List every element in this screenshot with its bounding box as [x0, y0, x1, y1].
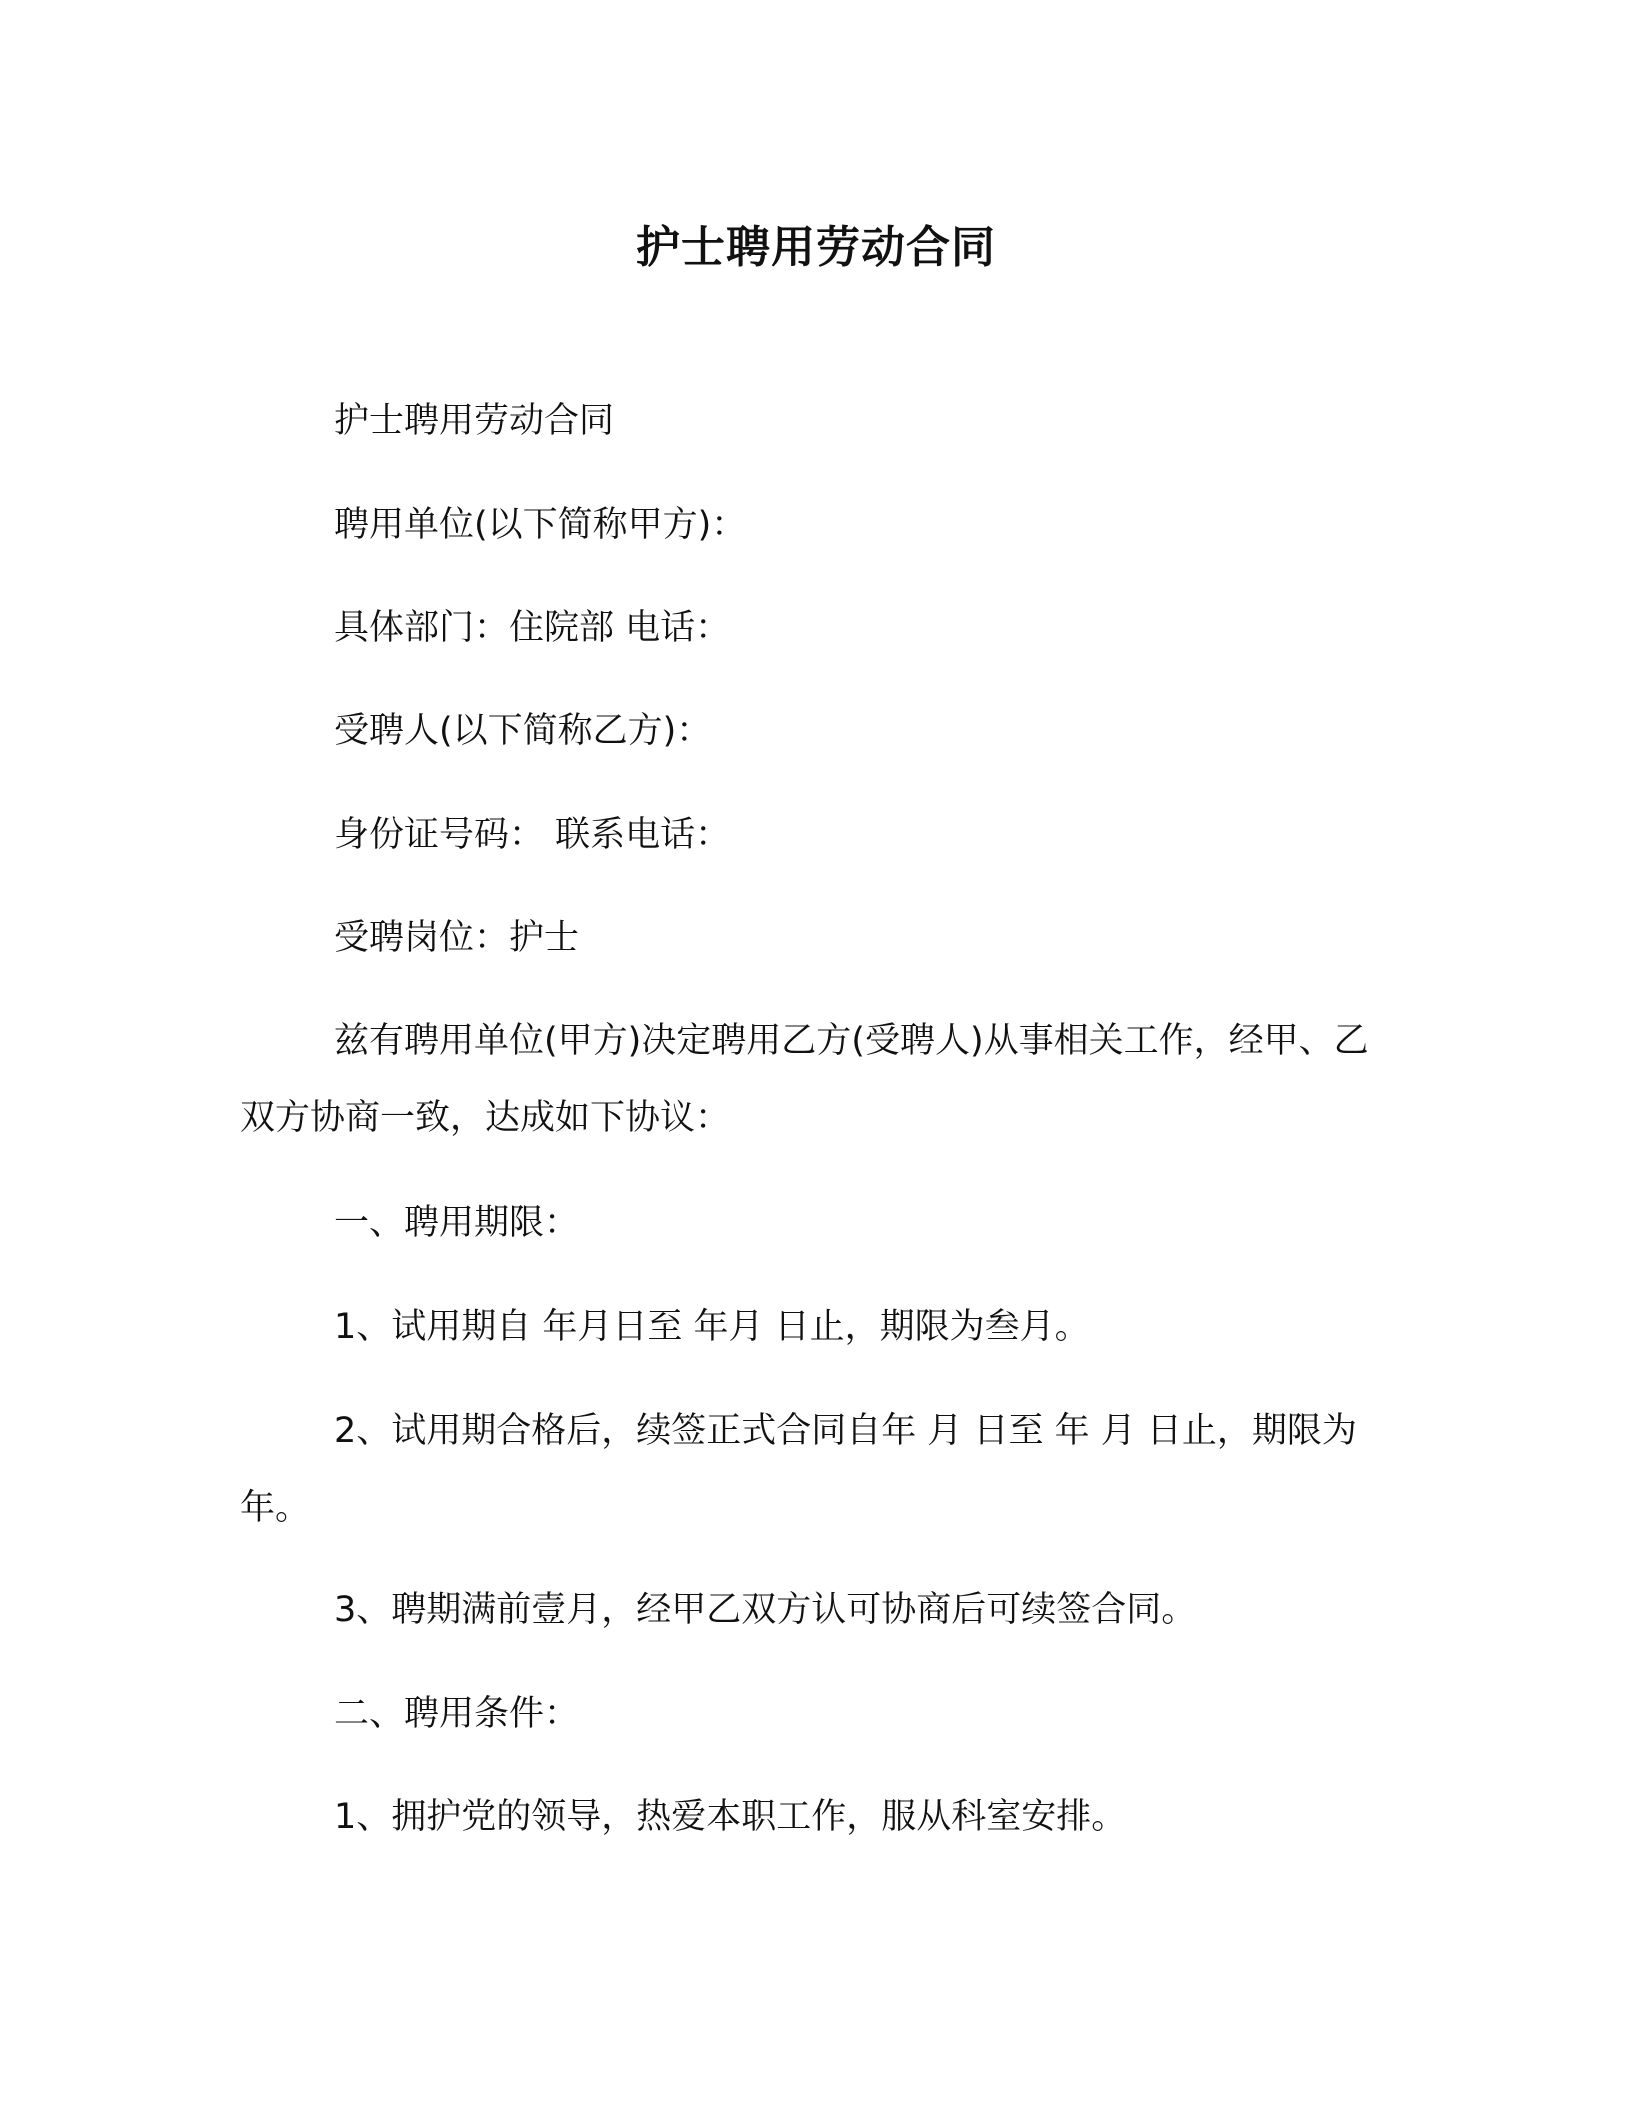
paragraph-id-number: 身份证号码： 联系电话： — [334, 815, 731, 855]
clause-2-1: 1、拥护党的领导，热爱本职工作，服从科室安排。 — [334, 1797, 1127, 1837]
paragraph-department: 具体部门：住院部 电话： — [334, 608, 731, 648]
paragraph-subtitle: 护士聘用劳动合同 — [334, 401, 615, 441]
clause-1-2: 2、试用期合格后，续签正式合同自年 月 日至 年 月 日止，期限为 年。 — [240, 1411, 1357, 1528]
clause-1-1: 1、试用期自 年月日至 年月 日止，期限为叁月。 — [334, 1307, 1090, 1347]
paragraph-position: 受聘岗位：护士 — [334, 918, 580, 958]
section-heading-conditions: 二、聘用条件： — [334, 1694, 580, 1734]
section-heading-term: 一、聘用期限： — [334, 1203, 580, 1243]
paragraph-employer: 聘用单位(以下简称甲方)： — [334, 505, 747, 545]
document-title: 护士聘用劳动合同 — [636, 222, 996, 273]
paragraph-agreement: 兹有聘用单位(甲方)决定聘用乙方(受聘人)从事相关工作，经甲、乙双方协商一致，达成如下协议： — [240, 1021, 1369, 1138]
paragraph-employee: 受聘人(以下简称乙方)： — [334, 711, 712, 751]
clause-1-3: 3、聘期满前壹月，经甲乙双方认可协商后可续签合同。 — [334, 1590, 1197, 1630]
